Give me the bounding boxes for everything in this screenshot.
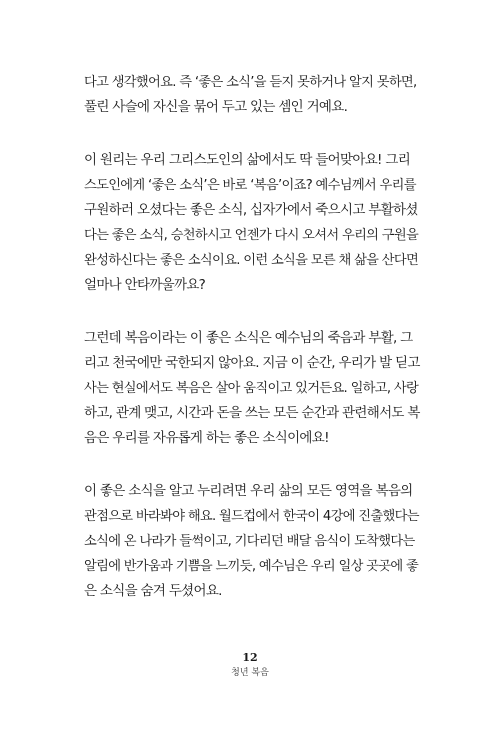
running-footer-title: 청년 복음 bbox=[231, 668, 269, 678]
text-line: 다는 좋은 소식, 승천하시고 언젠가 다시 오셔서 우리의 구원을 bbox=[84, 228, 419, 243]
page-number: 12 bbox=[242, 651, 258, 664]
text-line: 관점으로 바라봐야 해요. 월드컵에서 한국이 4강에 진출했다는 bbox=[84, 509, 419, 524]
body-text bbox=[84, 70, 420, 604]
text-line: 리고 천국에만 국한되지 않아요. 지금 이 순간, 우리가 발 딛고 bbox=[84, 355, 420, 371]
text-line: 그런데 복음이라는 이 좋은 소식은 예수님의 죽음과 부활, 그 bbox=[84, 330, 413, 346]
paragraph-gap bbox=[84, 451, 420, 479]
text-line: 은 소식을 숨겨 두셨어요. bbox=[84, 583, 222, 599]
paragraph-gap bbox=[84, 120, 420, 148]
text-line: 알림에 반가움과 기쁨을 느끼듯, 예수님은 우리 일상 곳곳에 좋 bbox=[84, 559, 419, 574]
text-line: 풀린 사슬에 자신을 묶어 두고 있는 셈인 거예요. bbox=[84, 99, 348, 115]
text-line: 구원하러 오셨다는 좋은 소식, 십자가에서 죽으시고 부활하셨 bbox=[84, 202, 418, 218]
paragraph-2 bbox=[84, 148, 420, 298]
text-line: 소식에 온 나라가 들썩이고, 기다리던 배달 음식이 도착했다는 bbox=[84, 534, 415, 549]
text-line: 다고 생각했어요. 즉 ‘좋은 소식’을 듣지 못하거나 알지 못하면, bbox=[84, 75, 417, 90]
text-line: 스도인에게 ‘좋은 소식’은 바로 ‘복음’이죠? 예수님께서 우리를 bbox=[84, 178, 416, 193]
text-line: 완성하신다는 좋은 소식이요. 이런 소식을 모른 채 삶을 산다면 bbox=[84, 253, 419, 268]
text-line: 하고, 관계 맺고, 시간과 돈을 쓰는 모든 순간과 관련해서도 복 bbox=[84, 405, 420, 421]
text-line: 사는 현실에서도 복음은 살아 움직이고 있거든요. 일하고, 사랑 bbox=[84, 381, 419, 396]
text-line: 이 원리는 우리 그리스도인의 삶에서도 딱 들어맞아요! 그리 bbox=[84, 152, 411, 168]
text-line: 얼마나 안타까울까요? bbox=[84, 277, 206, 293]
paragraph-1 bbox=[84, 70, 420, 120]
text-line: 이 좋은 소식을 알고 누리려면 우리 삶의 모든 영역을 복음의 bbox=[84, 483, 413, 499]
paragraph-3 bbox=[84, 326, 420, 451]
text-line: 음은 우리를 자유롭게 하는 좋은 소식이에요! bbox=[84, 430, 329, 446]
paragraph-4 bbox=[84, 479, 420, 604]
paragraph-gap bbox=[84, 298, 420, 326]
